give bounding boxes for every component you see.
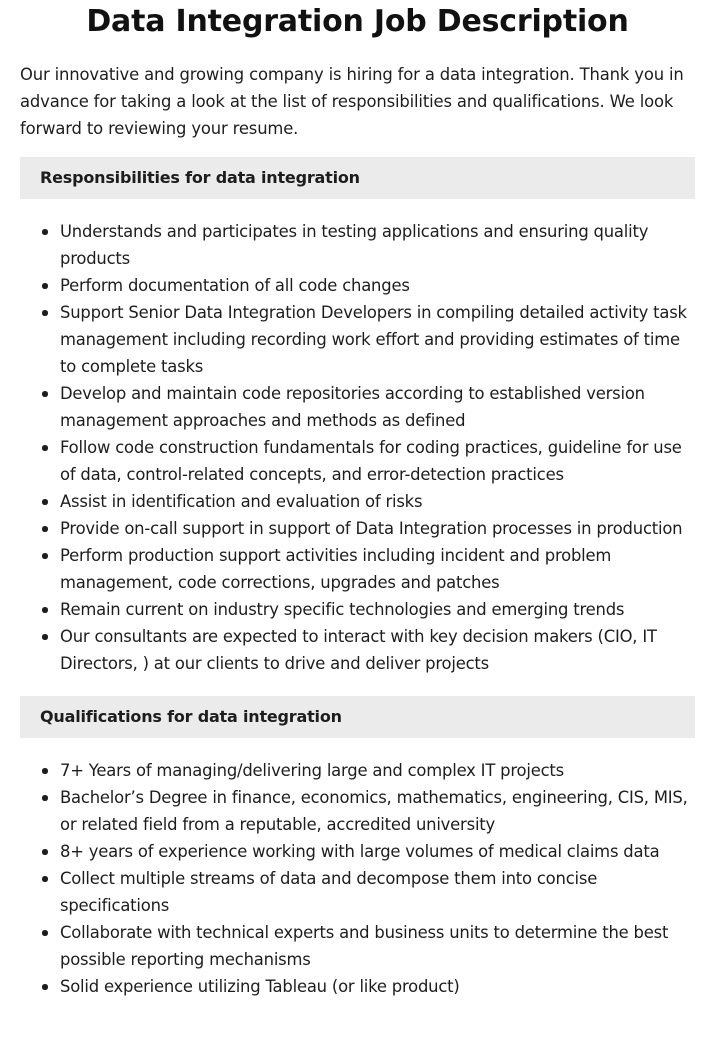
list-item: Perform documentation of all code changes <box>20 272 698 299</box>
list-item: Collaborate with technical experts and business units to determine the best possible reporting mechanisms <box>20 919 698 973</box>
list-item: Assist in identification and evaluation of risks <box>20 488 698 515</box>
list-item: 8+ years of experience working with large volumes of medical claims data <box>20 838 698 865</box>
responsibilities-list <box>20 218 698 677</box>
qualifications-list <box>20 757 698 1000</box>
list-item: Develop and maintain code repositories according to established version management approaches and methods as defined <box>20 380 698 434</box>
qualifications-heading: Qualifications for data integration <box>20 696 695 738</box>
responsibilities-heading: Responsibilities for data integration <box>20 157 695 199</box>
list-item: 7+ Years of managing/delivering large and complex IT projects <box>20 757 698 784</box>
list-item: Understands and participates in testing applications and ensuring quality products <box>20 218 698 272</box>
list-item: Our consultants are expected to interact with key decision makers (CIO, IT Directors, ) at our clients to drive and deliver projects <box>20 623 698 677</box>
list-item: Support Senior Data Integration Developers in compiling detailed activity task management including recording work effort and providing estimates of time to complete tasks <box>20 299 698 380</box>
list-item: Perform production support activities including incident and problem management, code corrections, upgrades and patches <box>20 542 698 596</box>
list-item: Bachelor’s Degree in finance, economics, mathematics, engineering, CIS, MIS, or related field from a reputable, accredited university <box>20 784 698 838</box>
intro-paragraph: Our innovative and growing company is hiring for a data integration. Thank you in advance for taking a look at the list of responsibilities and qualifications. We look forward to reviewing your resume. <box>20 65 684 138</box>
list-item: Solid experience utilizing Tableau (or like product) <box>20 973 698 1000</box>
page-title: Data Integration Job Description <box>86 4 629 39</box>
list-item: Remain current on industry specific technologies and emerging trends <box>20 596 698 623</box>
list-item: Follow code construction fundamentals for coding practices, guideline for use of data, control-related concepts, and error-detection practices <box>20 434 698 488</box>
list-item: Collect multiple streams of data and decompose them into concise specifications <box>20 865 698 919</box>
list-item: Provide on-call support in support of Data Integration processes in production <box>20 515 698 542</box>
